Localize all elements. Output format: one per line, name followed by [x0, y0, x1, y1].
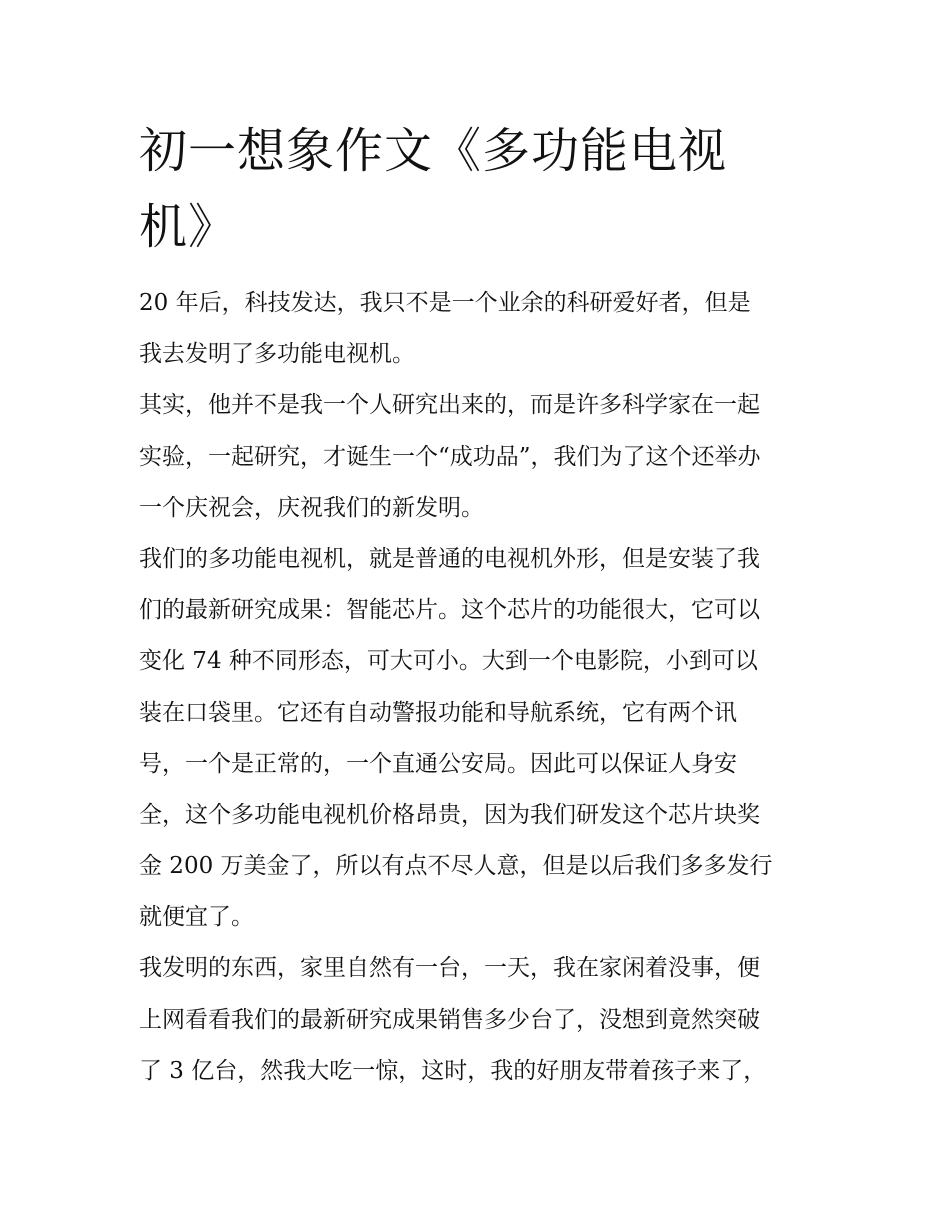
body-line: 变化 74 种不同形态，可大可小。大到一个电影院，小到可以 [139, 648, 758, 675]
body-line: 金 200 万美金了，所以有点不尽人意，但是以后我们多多发行 [139, 853, 773, 880]
body-line: 20 年后，科技发达，我只不是一个业余的科研爱好者，但是 [139, 290, 751, 316]
body-line: 号，一个是正常的，一个直通公安局。因此可以保证人身安 [139, 750, 737, 777]
body-line: 实验，一起研究，才诞生一个“成功品”，我们为了这个还举办 [139, 443, 761, 470]
body-line: 上网看看我们的最新研究成果销售多少台了，没想到竟然突破 [139, 1006, 760, 1033]
title-line: 初一想象作文《多功能电视 [139, 123, 728, 179]
body-line: 其实，他并不是我一个人研究出来的，而是许多科学家在一起 [139, 392, 760, 419]
body-line: 了 3 亿台，然我大吃一惊，这时，我的好朋友带着孩子来了， [139, 1057, 767, 1084]
body-line: 们的最新研究成果：智能芯片。这个芯片的功能很大，它可以 [139, 597, 760, 624]
document-title [139, 113, 819, 265]
body-line: 装在口袋里。它还有自动警报功能和导航系统，它有两个讯 [139, 699, 737, 726]
document-body [139, 278, 819, 1097]
body-line: 我发明的东西，家里自然有一台，一天，我在家闲着没事，便 [139, 955, 760, 982]
body-line: 一个庆祝会，庆祝我们的新发明。 [139, 494, 484, 521]
title-line: 机》 [139, 199, 238, 255]
body-line: 全，这个多功能电视机价格昂贵，因为我们研发这个芯片块奖 [139, 801, 760, 828]
body-line: 就便宜了。 [139, 904, 254, 931]
body-line: 我去发明了多功能电视机。 [139, 341, 415, 368]
body-line: 我们的多功能电视机，就是普通的电视机外形，但是安装了我 [139, 545, 760, 572]
